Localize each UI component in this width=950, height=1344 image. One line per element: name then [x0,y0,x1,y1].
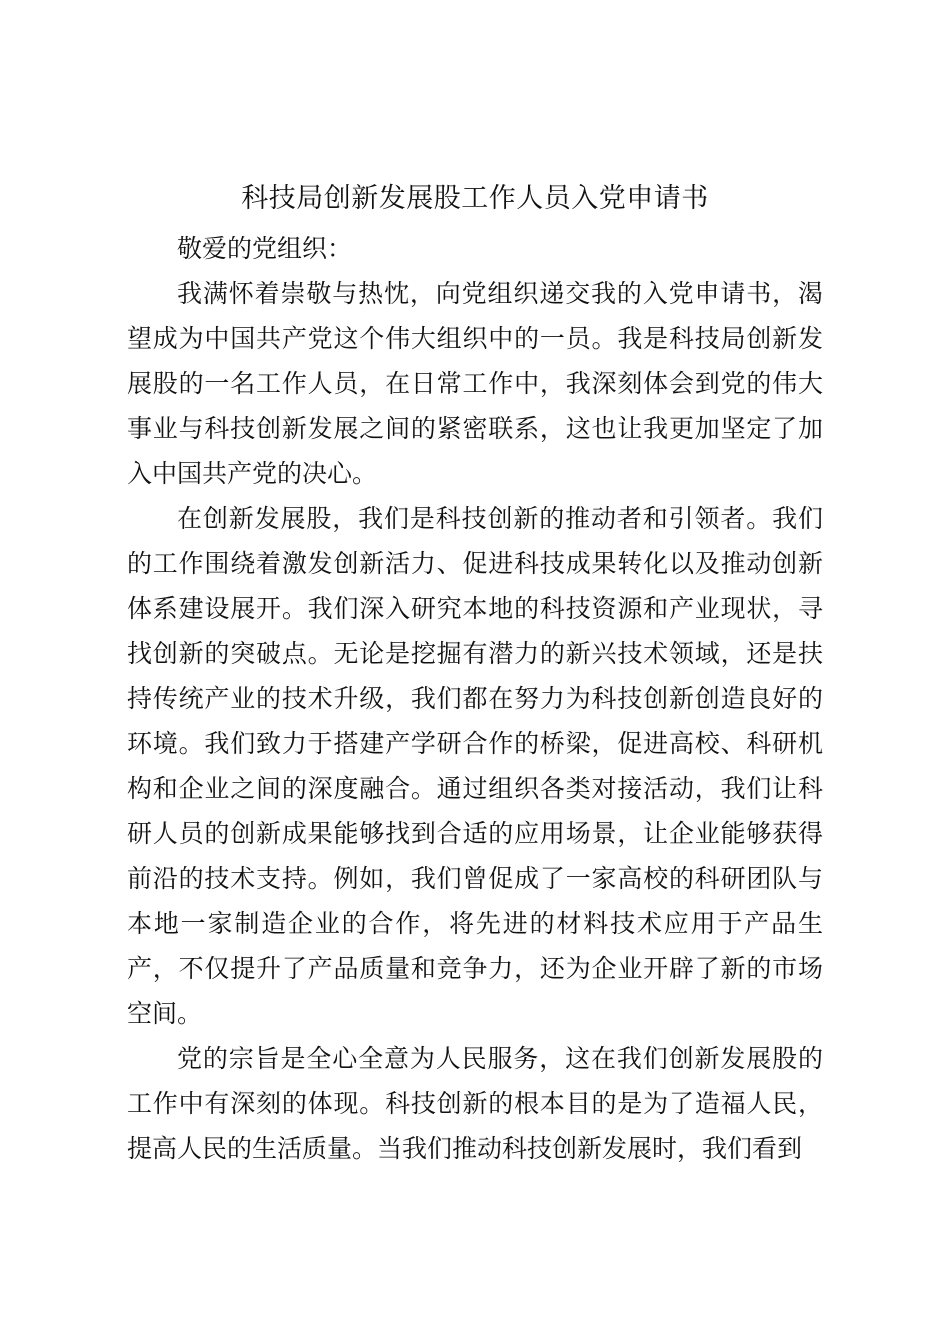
document-title: 科技局创新发展股工作人员入党申请书 [241,183,709,214]
document-body [127,226,823,1171]
paragraph-3: 党的宗旨是全心全意为人民服务，这在我们创新发展股的工作中有深刻的体现。科技创新的根本目的是为了造福人民，提高人民的生活质量。当我们推动科技创新发展时，我们看到 [127,1044,823,1163]
paragraph-2: 在创新发展股，我们是科技创新的推动者和引领者。我们的工作围绕着激发创新活力、促进科技成果转化以及推动创新体系建设展开。我们深入研究本地的科技资源和产业现状，寻找创新的突破点。无论是挖掘有潜力的新兴技术领域，还是扶持传统产业的技术升级，我们都在努力为科技创新创造良好的环境。我们致力于搭建产学研合作的桥梁，促进高校、科研机构和企业之间的深度融合。通过组织各类对接活动，我们让科研人员的创新成果能够找到合适的应用场景，让企业能够获得前沿的技术支持。例如，我们曾促成了一家高校的科研团队与本地一家制造企业的合作，将先进的材料技术应用于产品生产，不仅提升了产品质量和竞争力，还为企业开辟了新的市场空间。 [127,504,823,1028]
salutation: 敬爱的党组织： [177,234,353,263]
paragraph-1: 我满怀着崇敬与热忱，向党组织递交我的入党申请书，渴望成为中国共产党这个伟大组织中的一员。我是科技局创新发展股的一名工作人员，在日常工作中，我深刻体会到党的伟大事业与科技创新发展之间的紧密联系，这也让我更加坚定了加入中国共产党的决心。 [127,279,823,488]
